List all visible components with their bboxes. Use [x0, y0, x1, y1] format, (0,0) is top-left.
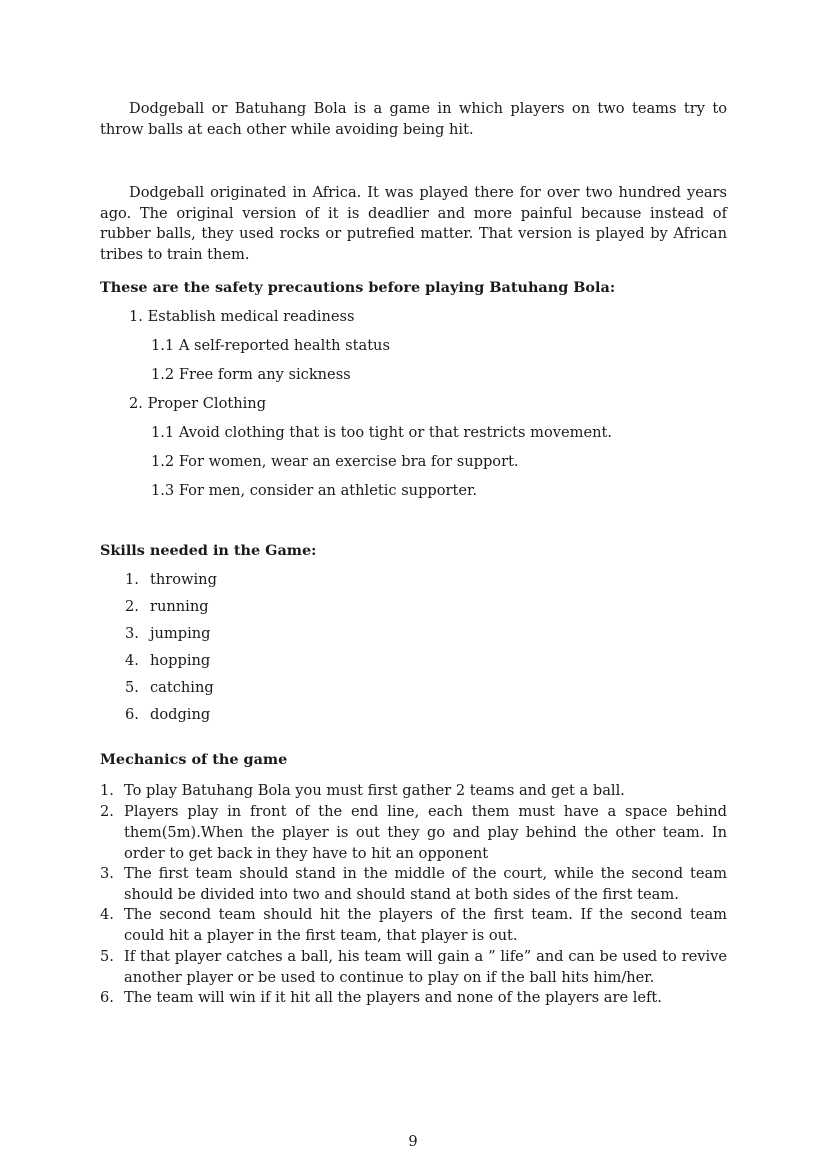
mechanics-item: 4. The second team should hit the players of the first team. If the second team could hit a player in the first team, that player is out.	[100, 906, 727, 944]
mechanics-item: 2. Players play in front of the end line, each them must have a space behind them(5m).When the player is out they go and play behind the other team. In order to get back in they have to hit an opponent	[100, 803, 727, 862]
mechanics-item: 3. The first team should stand in the middle of the court, while the second team should be divided into two and should stand at both sides of the first team.	[100, 865, 727, 903]
safety-subitem: 1.2 For women, wear an exercise bra for support.	[151, 453, 519, 470]
page-number: 9	[408, 1133, 418, 1150]
skill-item: 6. dodging	[125, 706, 211, 723]
safety-subitem: 1.3 For men, consider an athletic supporter.	[151, 482, 478, 499]
skill-item: 2. running	[125, 598, 209, 615]
mechanics-heading: Mechanics of the game	[100, 751, 288, 768]
skill-item: 1. throwing	[125, 571, 217, 588]
skills-heading: Skills needed in the Game:	[100, 542, 317, 559]
safety-item: 1. Establish medical readiness	[129, 308, 355, 325]
safety-subitem: 1.1 A self-reported health status	[151, 337, 390, 354]
skill-item: 5. catching	[125, 679, 214, 696]
safety-item: 2. Proper Clothing	[129, 395, 267, 412]
intro-paragraph: Dodgeball or Batuhang Bola is a game in which players on two teams try to throw balls at each other while avoiding being hit.	[100, 100, 727, 138]
skill-item: 3. jumping	[125, 625, 211, 642]
safety-subitem: 1.1 Avoid clothing that is too tight or that restricts movement.	[151, 424, 613, 441]
safety-heading: These are the safety precautions before playing Batuhang Bola:	[100, 279, 616, 296]
skill-item: 4. hopping	[125, 652, 211, 669]
mechanics-item: 6. The team will win if it hit all the players and none of the players are left.	[100, 989, 662, 1006]
mechanics-item: 5. If that player catches a ball, his team will gain a ” life” and can be used to revive another player or be used to continue to play on if the ball hits him/her.	[100, 948, 727, 986]
mechanics-item: 1. To play Batuhang Bola you must first gather 2 teams and get a ball.	[100, 782, 625, 799]
safety-subitem: 1.2 Free form any sickness	[151, 366, 351, 383]
origin-paragraph: Dodgeball originated in Africa. It was played there for over two hundred years ago. The original version of it is deadlier and more painful because instead of rubber balls, they used rocks or putrefied matter. That version is played by African tribes to train them.	[100, 184, 727, 263]
